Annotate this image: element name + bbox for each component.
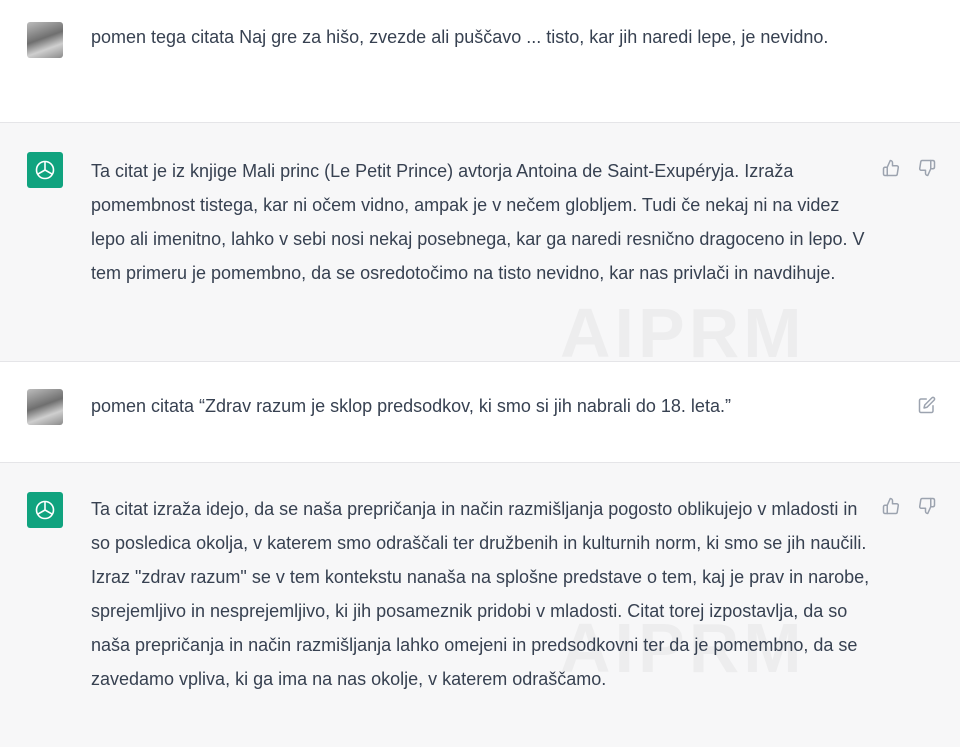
message-actions <box>880 495 938 517</box>
message-text: Ta citat izraža idejo, da se naša prepričanja in način razmišljanja pogosto oblikujejo v mladosti in so posledica okolja, v katerem smo odraščali ter družbenih in kulturnih norm, ki smo se jih naučili. Izraz "zdrav razum" se v tem kontekstu nanaša na splošne predstave o tem, kaj je prav in narobe, sprejemljivo in nesprejemljivo, ki jih posameznik pridobi v mladosti. Citat torej izpostavlja, da so naša prepričanja in način razmišljanja lahko omejeni in predsodkovni ter da je pomembno, da se zavedamo vpliva, ki ga ima na nas okolje, v katerem odraščamo. <box>91 499 870 689</box>
message-user <box>0 362 960 462</box>
message-text: pomen tega citata Naj gre za hišo, zvezde ali puščavo ... tisto, kar jih naredi lepe, je nevidno. <box>91 27 829 47</box>
message-text: Ta citat je iz knjige Mali princ (Le Petit Prince) avtorja Antoina de Saint-Exupéryja. Izraža pomembnost tistega, kar ni očem vidno, ampak je v nečem globljem. Tudi če nekaj ni na videz lepo ali imenitno, lahko v sebi nosi nekaj posebnega, kar ga naredi resnično dragoceno in lepo. V tem primeru je pomembno, da se osredotočimo na tisto nevidno, kar nas privlači in navdihuje. <box>91 161 865 283</box>
message-user <box>0 0 960 122</box>
message-assistant <box>0 123 960 361</box>
user-avatar <box>27 22 63 58</box>
message-text: pomen citata “Zdrav razum je sklop predsodkov, ki smo si jih nabrali do 18. leta.” <box>91 396 731 416</box>
thumbs-up-icon[interactable] <box>880 495 902 517</box>
thumbs-down-icon[interactable] <box>916 157 938 179</box>
thumbs-down-icon[interactable] <box>916 495 938 517</box>
message-actions <box>880 157 938 179</box>
edit-icon[interactable] <box>916 394 938 416</box>
message-assistant <box>0 463 960 747</box>
openai-logo-icon <box>27 152 63 188</box>
openai-logo-icon <box>27 492 63 528</box>
message-actions <box>916 394 938 416</box>
thumbs-up-icon[interactable] <box>880 157 902 179</box>
user-avatar <box>27 389 63 425</box>
